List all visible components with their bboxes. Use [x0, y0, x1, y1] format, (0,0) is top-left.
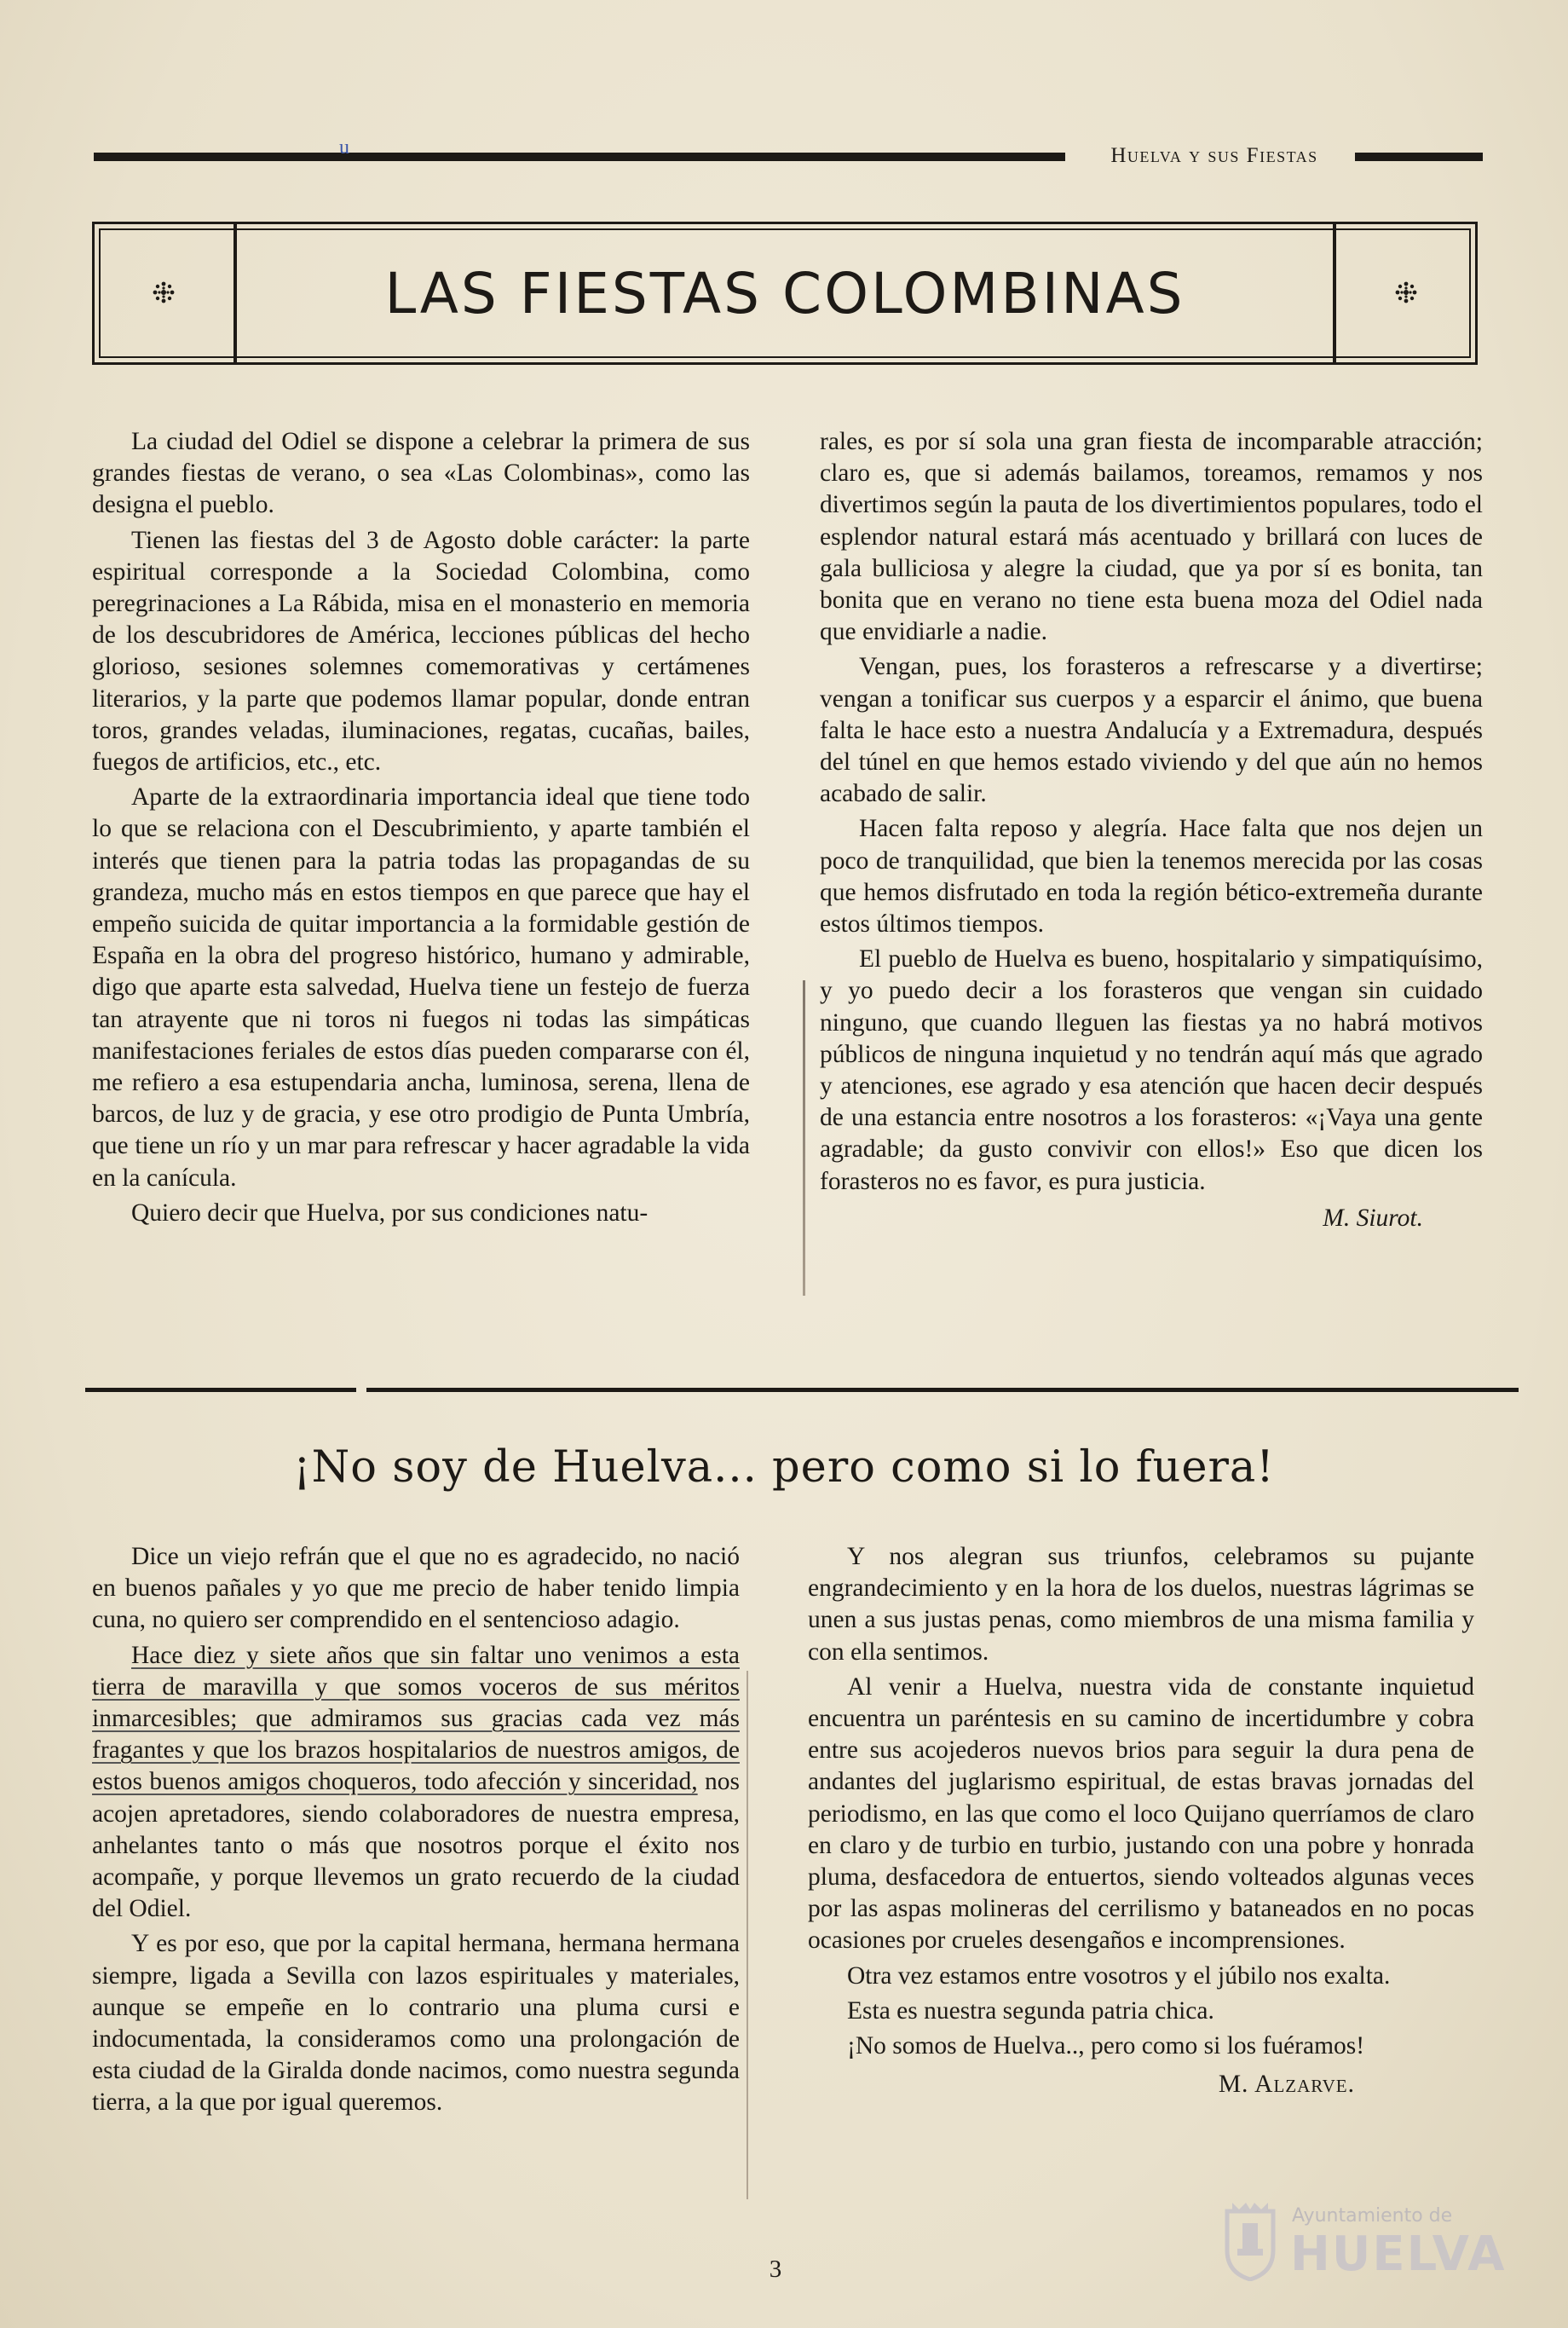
header-rule-right: [1355, 153, 1483, 161]
article2-column-left: [92, 1541, 740, 2119]
page-number: 3: [769, 2256, 782, 2283]
coat-of-arms-icon: [1220, 2199, 1280, 2281]
article2-column-right: [808, 1541, 1474, 2100]
watermark-line2: HUELVA: [1290, 2227, 1507, 2282]
margin-bracket: [747, 1671, 748, 2199]
paragraph: Y es por eso, que por la capital hermana, hermana hermana siempre, ligada a Sevilla con lazos espirituales y materiales, aunque se empeñe en lo contrario una pluma cursi e indocumentada, la consideramos como una prolongación de esta ciudad de la Giralda donde nacimos, como nuestra segunda tierra, a la que por igual queremos.: [92, 1930, 740, 2117]
article-title-frame: [92, 222, 1478, 365]
underlined-passage: Hace diez y siete años que sin faltar uno venimos a esta tierra de maravilla y que somos voceros de sus méritos inmarcesibles; que admiramos sus gracias cada vez más fragantes y que los brazos hospitalarios de nuestros amigos, de estos buenos amigos choqueros, todo afección y sinceridad,: [92, 1641, 740, 1796]
paragraph: Otra vez estamos entre vosotros y el júbilo nos exalta.: [847, 1961, 1391, 1990]
author-signature: M. Alzarve.: [1218, 2071, 1355, 2099]
paragraph: ¡No somos de Huelva.., pero como si los fuéramos!: [847, 2032, 1365, 2060]
paragraph: Esta es nuestra segunda patria chica.: [847, 1996, 1214, 2025]
paragraph: Y nos alegran sus triunfos, celebramos su pujante engrandecimiento y en la hora de los duelos, nuestras lágrimas se unen a sus justas penas, como miembros de una misma familia y con ella sentimos.: [808, 1543, 1474, 1666]
rosette-ornament-icon: [149, 278, 178, 307]
rosette-ornament-icon: [1392, 278, 1421, 307]
header-rule-left: [94, 153, 1065, 161]
running-title: Huelva y sus Fiestas: [1110, 144, 1318, 167]
article-title: LAS FIESTAS COLOMBINAS: [384, 261, 1185, 326]
paragraph: Tienen las fiestas del 3 de Agosto doble carácter: la parte espiritual corresponde a la Sociedad Colombina, como peregrinaciones a La Rábida, misa en el monasterio en memoria de los descubridores de América, lecciones públicas del hecho glorioso, sesiones solemnes comemorativas y certámenes literarios, y la parte que podemos llamar popular, donde entran toros, grandes veladas, iluminaciones, regatas, cucañas, bailes, fuegos de artificios, etc., etc.: [92, 526, 750, 777]
paragraph: Aparte de la extraordinaria importancia ideal que tiene todo lo que se relaciona con el Descubrimiento, y aparte también el interés que tienen para la patria todas las propagandas de su grandeza, mucho más en estos tiempos en que parece que hay el empeño suicida de quitar importancia a la formidable gestión de España en la obra del progreso histórico, humano y admirable, digo que aparte esta salvedad, Huelva tiene un festejo de fuerza tan atrayente que ni toros ni fuegos ni todas las simpáticas manifestaciones feriales de estos días pueden compararse con él, me refiero a esa estupendaria ancha, luminosa, serena, llena de barcos, de luz y de gracia, y ese otro prodigio de Punta Umbría, que tiene un río y un mar para refrescar y hacer agradable la vida en la canícula.: [92, 783, 750, 1192]
running-header: [94, 143, 1483, 169]
watermark-line1: Ayuntamiento de: [1292, 2205, 1453, 2227]
pencil-mark: u: [339, 136, 349, 159]
paragraph: La ciudad del Odiel se dispone a celebrar la primera de sus grandes fiestas de verano, o sea «Las Colombinas», como las designa el pueblo.: [92, 428, 750, 519]
paragraph: [92, 1640, 740, 1926]
paragraph: Quiero decir que Huelva, por sus condiciones natu-: [131, 1199, 649, 1227]
frame-divider-left: [233, 224, 237, 362]
paragraph-continuation: rales, es por sí sola una gran fiesta de incomparable atracción; claro es, que si además bailamos, toreamos, remamos y nos divertimos según la pauta de los divertimientos populares, todo el esplendor natural estará más acentuado y brillará con luces de gala bulliciosa y alegre la ciudad, que ya por sí es bonita, tan bonita que en verano no tiene esta buena moza del Odiel nada que envidiarle a nadie.: [820, 428, 1483, 646]
article1-column-left: [92, 426, 750, 1229]
paragraph: El pueblo de Huelva es bueno, hospitalario y simpatiquísimo, y yo puedo decir a los forasteros que vengan sin cuidado ninguno, que cuando lleguen las fiestas ya no habrá motivos públicos de ninguna inquietud y no tendrán aquí más que agrado y atenciones, ese agrado y esa atención que hacen decir después de una estancia entre nosotros a los forasteros: «¡Vaya una gente agradable; da gusto convivir con ellos!» Eso que dicen los forasteros no es favor, es pura justicia.: [820, 945, 1483, 1195]
section-divider: [85, 1388, 1519, 1392]
frame-divider-right: [1333, 224, 1336, 362]
paragraph: Vengan, pues, los forasteros a refrescarse y a divertirse; vengan a tonificar sus cuerpos y a esparcir el ánimo, que buena falta le hace esto a nuestra Andalucía y a Extremadura, después del túnel en que hemos estado viviendo y del que aún no hemos acabado de salir.: [820, 653, 1483, 808]
paragraph-text: nos acojen apretadores, siendo colaboradores de nuestra empresa, anhelantes tanto o más que nosotros porque el éxito nos acompañe, y porque llevemos un grato recuerdo de la ciudad del Odiel.: [92, 1768, 740, 1923]
paragraph: Al venir a Huelva, nuestra vida de constante inquietud encuentra un paréntesis en su camino de incertidumbre y cobra entre sus acojederos nuevos brios para seguir la dura pena de andantes del juglarismo espiritual, de estas bravas jornadas del periodismo, en las que como el loco Quijano querríamos de claro en claro y de turbio en turbio, justando con una pobre y honrada pluma, desfacedora de entuertos, siendo volteados algunas veces por las aspas molineras del cerrilismo y bataneados en no pocas ocasiones por crueles desengaños e incomprensiones.: [808, 1672, 1474, 1955]
margin-pencil-line: [803, 980, 805, 1296]
author-signature: M. Siurot.: [1323, 1204, 1423, 1232]
article1-column-right: [820, 426, 1483, 1234]
watermark: [1220, 2196, 1510, 2290]
paragraph: Hacen falta reposo y alegría. Hace falta que nos dejen un poco de tranquilidad, que bien la tenemos merecida por las cosas que hemos disfrutado en toda la región bético-extremeña durante estos últimos tiempos.: [820, 815, 1483, 939]
paragraph: Dice un viejo refrán que el que no es agradecido, no nació en buenos pañales y yo que me precio de haber tenido limpia cuna, no quiero ser comprendido en el sentencioso adagio.: [92, 1543, 740, 1634]
article2-title: ¡No soy de Huelva... pero como si lo fuera!: [293, 1442, 1275, 1493]
